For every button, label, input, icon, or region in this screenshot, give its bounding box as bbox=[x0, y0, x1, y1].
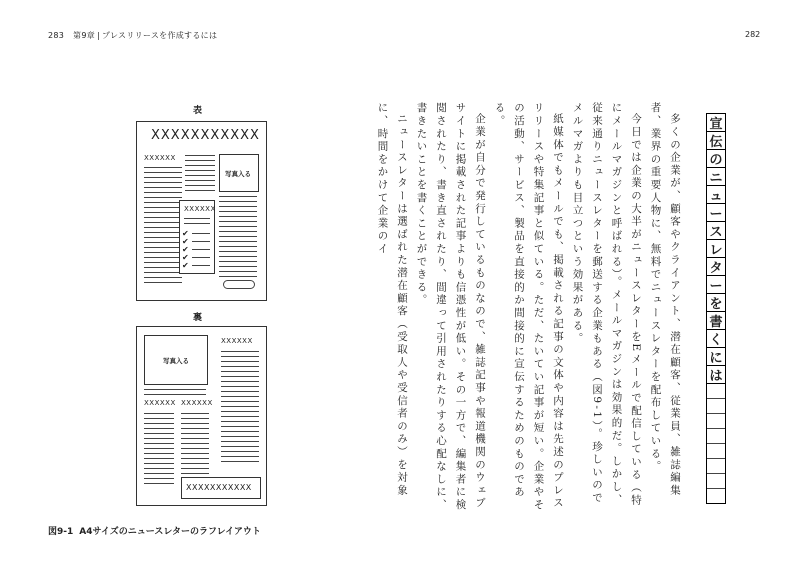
paragraph: 多くの企業が、顧客やクライアント、潜在顧客、従業員、雑誌編集者、業界の重要人物に、無料でニュースレターを配布している。 bbox=[649, 102, 681, 497]
checklist-placeholder: XXXXXX bbox=[184, 205, 216, 213]
heading-char: 宣 bbox=[707, 114, 725, 132]
heading-empty-cell bbox=[707, 444, 725, 459]
footer-box bbox=[181, 477, 261, 499]
header-separator: | bbox=[97, 31, 101, 40]
body-text bbox=[376, 102, 684, 514]
footer-placeholder: XXXXXXXXXXX bbox=[186, 483, 252, 492]
front-sheet-label: 表 bbox=[193, 106, 203, 116]
checklist-lines bbox=[192, 233, 210, 270]
middle-text-lines bbox=[185, 155, 215, 195]
heading-char: ュ bbox=[707, 186, 725, 204]
heading-char: く bbox=[707, 330, 725, 348]
chapter-number: 第9章 bbox=[73, 31, 96, 40]
figure-caption-text: A4サイズのニュースレターのラフレイアウト bbox=[79, 527, 261, 537]
checklist-box bbox=[179, 200, 215, 274]
paragraph: 企業が自分で発行しているものなので、雑誌記事や報道機関のウェブサイトに掲載された記事よりも信憑性が低い。その一方で、編集者に検閲されたり、書き直されたり、間違って引用されたりする心配なしに、書きたいことを書くことができる。 bbox=[415, 102, 486, 512]
heading-char: を bbox=[707, 294, 725, 312]
heading-empty-cell bbox=[707, 459, 725, 474]
heading-empty-cell bbox=[707, 384, 725, 399]
back-sheet-label: 裏 bbox=[193, 313, 203, 323]
heading-char: ー bbox=[707, 276, 725, 294]
column-placeholder: XXXXXX bbox=[144, 154, 176, 162]
back-left-placeholder: XXXXXX bbox=[144, 399, 176, 407]
photo-box-back bbox=[144, 335, 208, 385]
heading-char: は bbox=[707, 366, 725, 384]
heading-char: タ bbox=[707, 258, 725, 276]
heading-char: の bbox=[707, 150, 725, 168]
column-text-lines bbox=[144, 167, 182, 287]
back-right-placeholder: XXXXXX bbox=[221, 337, 253, 345]
heading-empty-cell bbox=[707, 414, 725, 429]
back-sheet bbox=[136, 326, 267, 506]
back-center-placeholder: XXXXXX bbox=[181, 399, 213, 407]
heading-char: レ bbox=[707, 240, 725, 258]
photo-label-front: 写真入る bbox=[225, 170, 251, 178]
paragraph: 今日では企業の大半がニュースレターをEメールで配信している（特にメールマガジンと呼ばれる）。メールマガジンは効果的だ。しかし、従来通りニュースレターを郵送する企業もある（図9-1）。珍しいのでメルマガよりも目立つという効果がある。 bbox=[571, 102, 642, 507]
heading-char: ス bbox=[707, 222, 725, 240]
paragraph: ニュースレターは選ばれた潜在顧客（受取人や受信者のみ）を対象に、時間をかけて企業のイ bbox=[376, 102, 408, 497]
heading-char: ー bbox=[707, 204, 725, 222]
heading-empty-cell bbox=[707, 489, 725, 503]
heading-char: 書 bbox=[707, 312, 725, 330]
front-sheet bbox=[136, 121, 267, 301]
heading-char: に bbox=[707, 348, 725, 366]
heading-char: ニ bbox=[707, 168, 725, 186]
back-mid-lines bbox=[144, 389, 206, 399]
page-number-left: 283 bbox=[48, 31, 65, 40]
chapter-title: プレスリリースを作成するには bbox=[102, 31, 218, 40]
heading-empty-cell bbox=[707, 474, 725, 489]
heading-char: 伝 bbox=[707, 132, 725, 150]
check-icon: ✔ bbox=[182, 237, 189, 246]
check-icon: ✔ bbox=[182, 229, 189, 238]
back-left-lines bbox=[144, 413, 174, 488]
check-icon: ✔ bbox=[182, 253, 189, 262]
back-right-lines bbox=[221, 351, 259, 466]
paragraph: 紙媒体でもメールでも、掲載される記事の文体や内容は先述のプレスリリースや特集記事と似ている。ただ、たいてい記事が短い。企業やその活動、サービス、製品を直接的か間接的に宣伝するためのものである。 bbox=[493, 102, 564, 512]
pill-shape bbox=[223, 280, 255, 289]
headline-placeholder: XXXXXXXXXXX bbox=[151, 128, 260, 143]
page-number-right: 282 bbox=[745, 30, 761, 39]
photo-label-back: 写真入る bbox=[163, 357, 189, 365]
photo-box-front bbox=[219, 154, 259, 192]
figure-number: 図9-1 bbox=[48, 527, 74, 537]
check-icon: ✔ bbox=[182, 245, 189, 254]
figure-caption bbox=[48, 524, 261, 537]
running-header-left bbox=[48, 30, 217, 41]
checklist-lines-top bbox=[184, 218, 210, 228]
section-heading bbox=[706, 113, 726, 504]
heading-empty-cell bbox=[707, 399, 725, 414]
check-icon: ✔ bbox=[182, 261, 189, 270]
right-text-lines bbox=[219, 196, 257, 281]
heading-empty-cell bbox=[707, 429, 725, 444]
